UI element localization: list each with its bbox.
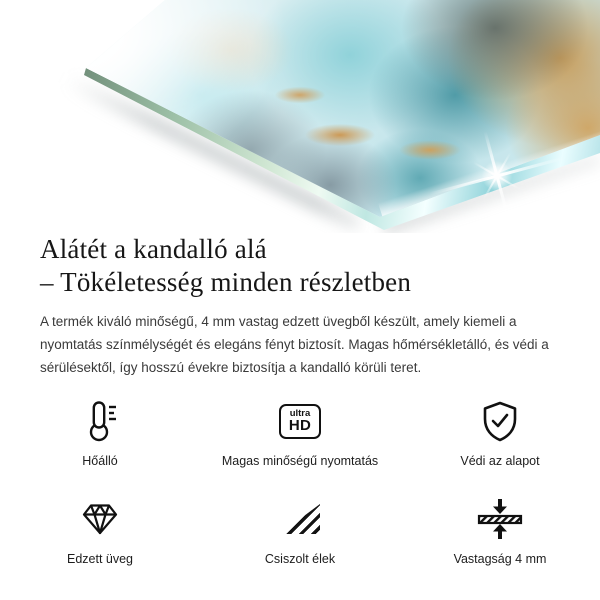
diamond-icon [80,497,120,541]
page-title-line2: – Tökéletesség minden részletben [40,267,412,297]
feature-print-quality [222,399,378,469]
ultra-hd-icon-text-bottom: HD [288,416,312,434]
feature-thickness [454,497,547,567]
feature-polished-edges [265,497,335,567]
ultra-hd-icon-text-top: ultra [289,408,311,420]
ultra-hd-icon [279,399,321,443]
page-title-line1: Alátét a kandalló alá [40,234,267,264]
shield-check-icon [480,399,520,443]
page-title [40,233,411,299]
feature-label: Magas minőségű nyomtatás [221,454,379,468]
feature-heat-resistant [80,399,120,469]
feature-label: Edzett üveg [66,552,133,566]
feature-label: Vastagság 4 mm [453,552,547,566]
feature-grid [0,399,600,567]
sparkle-core [479,158,516,195]
thickness-icon [476,497,524,541]
feature-label: Hőálló [82,454,118,468]
feature-label: Védi az alapot [460,454,540,468]
polished-edges-icon [280,497,320,541]
feature-protects-base [460,399,539,469]
thermometer-icon [80,399,120,443]
product-description: A termék kiváló minőségű, 4 mm vastag edzett üvegből készült, amely kiemeli a nyomtatás színmélységét és elegáns fényt biztosít. Magas hőmérsékletálló, és védi a sérülésektől, így hosszú évekre biztosítja a kandalló körüli teret. [40,314,549,375]
feature-tempered-glass [67,497,133,567]
feature-label: Csiszolt élek [264,552,336,566]
product-image [0,0,600,233]
